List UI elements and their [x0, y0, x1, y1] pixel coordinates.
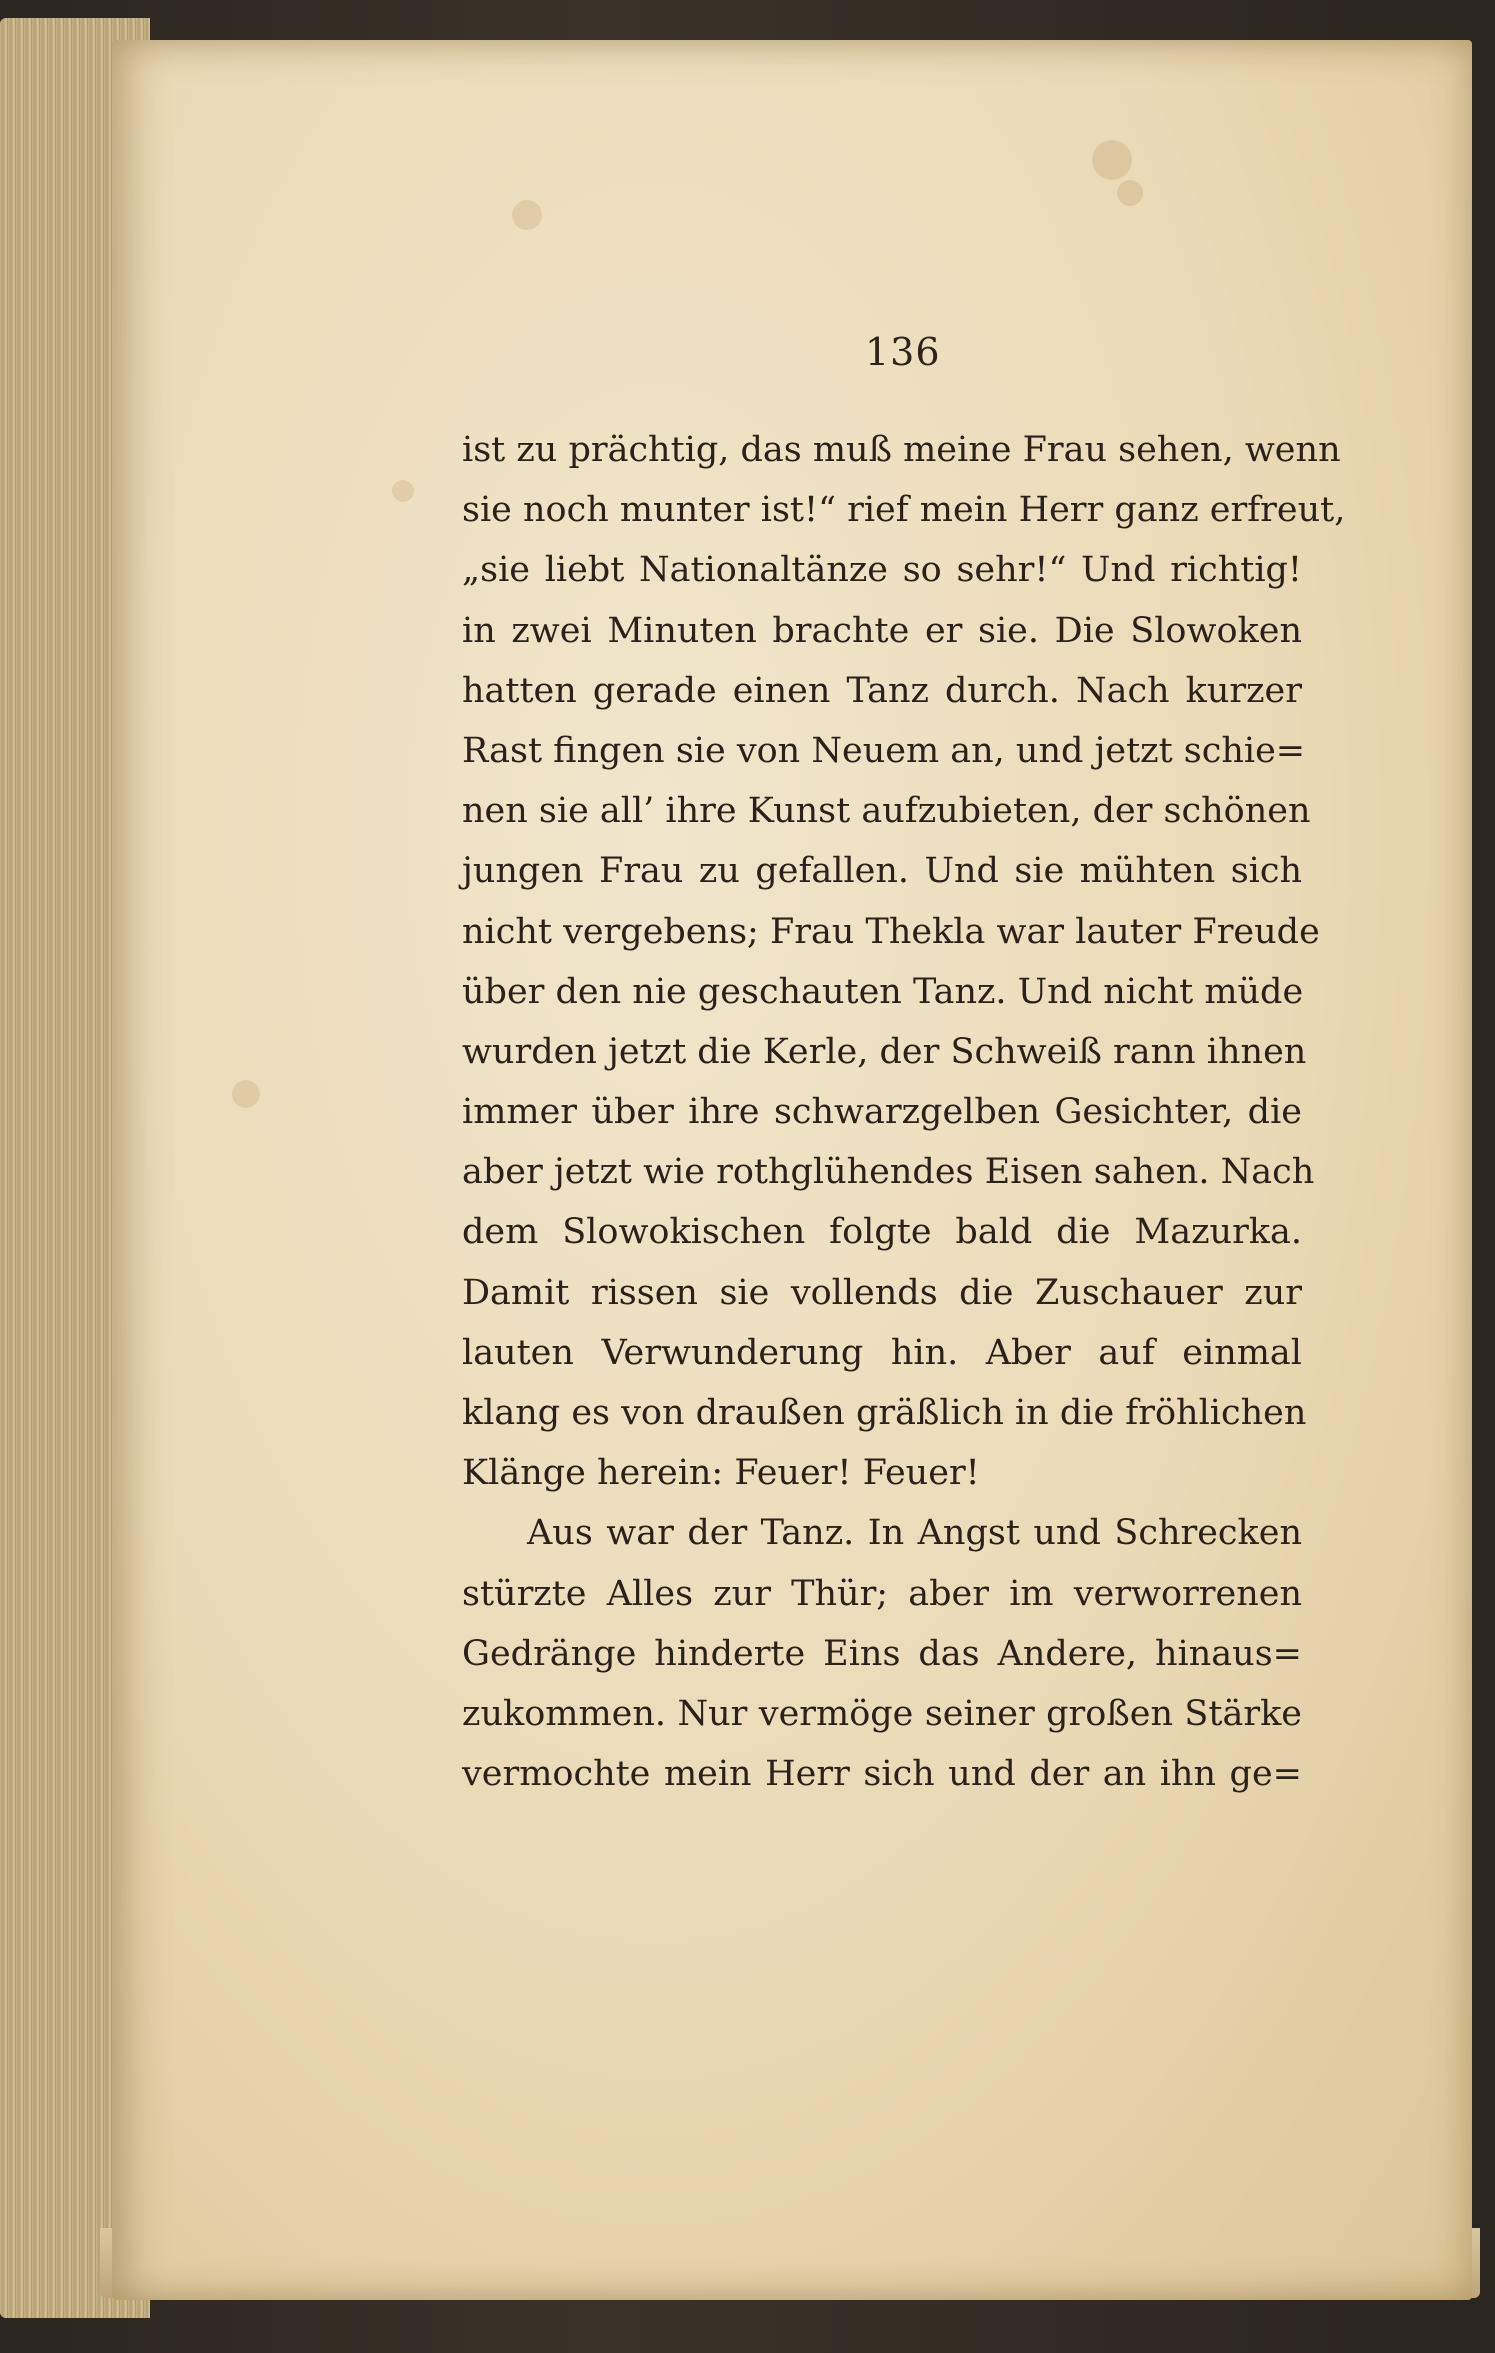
text-line: dem Slowokischen folgte bald die Mazurka. [462, 1212, 1302, 1253]
text-line: hatten gerade einen Tanz durch. Nach kurzer [462, 670, 1302, 711]
text-line: sie noch munter ist!“ rief mein Herr ganz erfreut, [462, 490, 1346, 531]
paragraph-1 [462, 420, 1346, 1503]
foxing-spot [512, 200, 542, 230]
text-line: in zwei Minuten brachte er sie. Die Slowoken [462, 610, 1302, 651]
text-line: immer über ihre schwarzgelben Gesichter, die [462, 1092, 1302, 1133]
foxing-spot [392, 480, 414, 502]
body-text [462, 420, 1346, 1804]
text-line: Gedränge hinderte Eins das Andere, hinaus= [462, 1633, 1302, 1674]
text-line: zukommen. Nur vermöge seiner großen Stärke [462, 1693, 1302, 1734]
text-line: Rast fingen sie von Neuem an, und jetzt schie= [462, 730, 1306, 771]
text-line: ist zu prächtig, das muß meine Frau sehen, wenn [462, 430, 1341, 470]
text-line: stürzte Alles zur Thür; aber im verworrenen [462, 1573, 1302, 1614]
text-line: lauten Verwunderung hin. Aber auf einmal [462, 1332, 1302, 1373]
page-number: 136 [865, 330, 941, 374]
text-line: nen sie all’ ihre Kunst aufzubieten, der schönen [462, 791, 1311, 832]
foxing-spot [232, 1080, 260, 1108]
text-line: aber jetzt wie rothglühendes Eisen sahen. Nach [462, 1152, 1315, 1193]
text-line: vermochte mein Herr sich und der an ihn ge= [462, 1754, 1302, 1795]
text-line: über den nie geschauten Tanz. Und nicht müde [462, 971, 1304, 1012]
text-line: nicht vergebens; Frau Thekla war lauter Freude [462, 911, 1320, 952]
foxing-spot [1117, 180, 1143, 206]
paragraph-2 [462, 1503, 1302, 1804]
text-line: Klänge herein: Feuer! Feuer! [462, 1453, 980, 1494]
text-line: klang es von draußen gräßlich in die fröhlichen [462, 1393, 1307, 1433]
text-line: jungen Frau zu gefallen. Und sie mühten sich [462, 851, 1302, 892]
text-line: Damit rissen sie vollends die Zuschauer zur [462, 1272, 1302, 1313]
text-line: „sie liebt Nationaltänze so sehr!“ Und richtig! [462, 550, 1302, 591]
text-line: Aus war der Tanz. In Angst und Schrecken [527, 1513, 1302, 1554]
text-line: wurden jetzt die Kerle, der Schweiß rann ihnen [462, 1031, 1307, 1072]
foxing-spot [1092, 140, 1132, 180]
